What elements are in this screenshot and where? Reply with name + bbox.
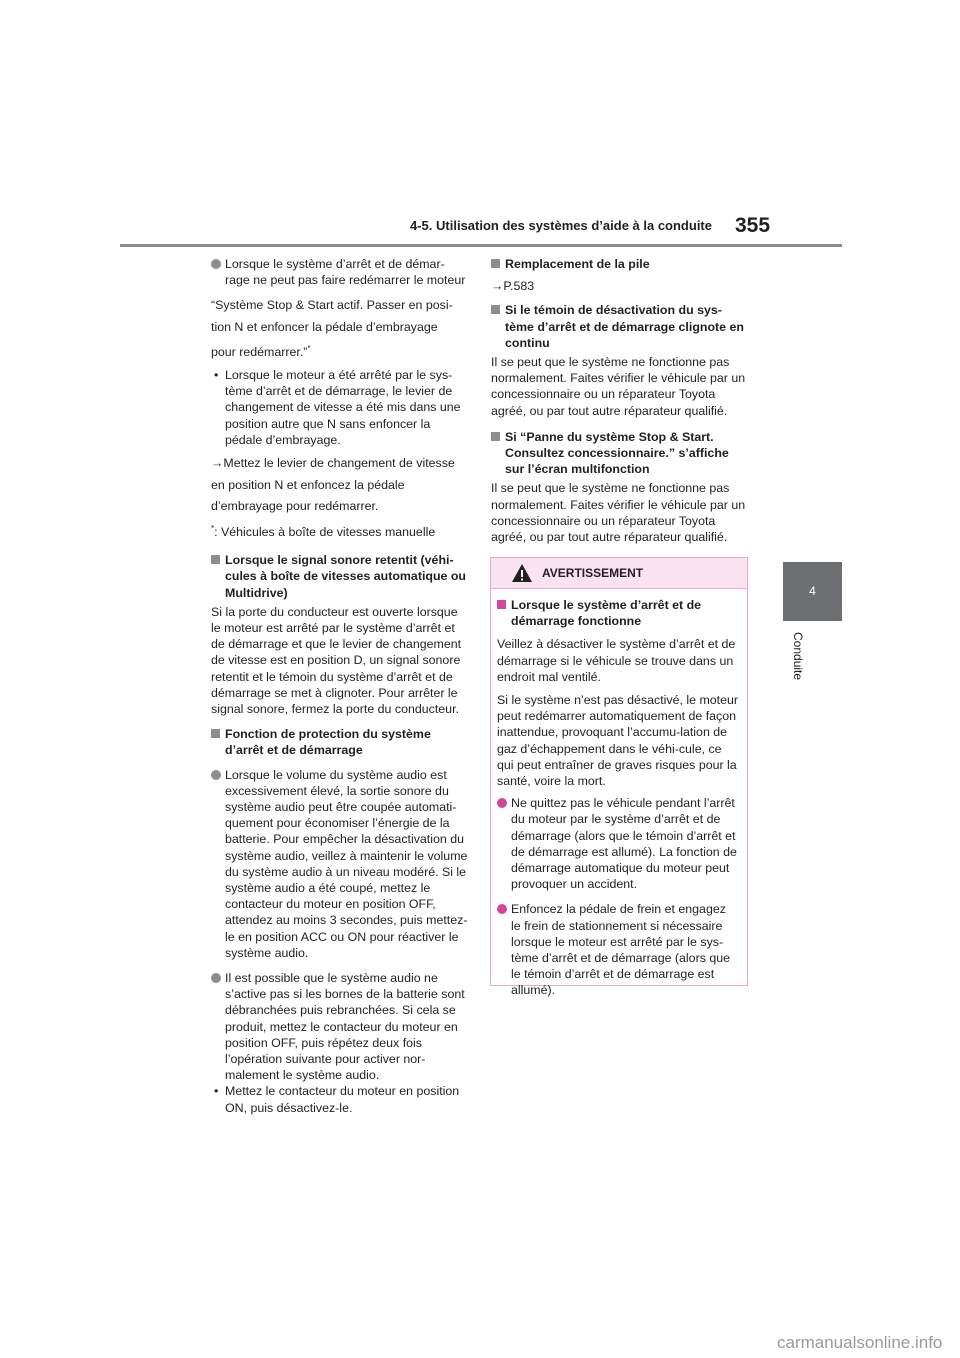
warning-box bbox=[490, 557, 748, 998]
section-heading bbox=[491, 429, 749, 478]
list-item bbox=[211, 1083, 469, 1115]
bullet-item bbox=[211, 970, 469, 1083]
bullet-dot-icon bbox=[211, 770, 221, 780]
left-column bbox=[211, 256, 469, 1122]
heading-text: Lorsque le signal sonore retentit (véhi-cules à boîte de vitesses automatique ou Multidrive) bbox=[225, 553, 467, 600]
square-bullet-icon bbox=[211, 729, 220, 738]
dash-bullet: • bbox=[214, 1084, 219, 1099]
header-divider bbox=[120, 244, 842, 247]
list-item-text: Lorsque le moteur a été arrêté par le sys-tème d’arrêt et de démarrage, le levier de changement de vitesse a été mis dans une position autre que N sans enfoncer la pédale d’embrayage. bbox=[225, 368, 461, 447]
warning-title: AVERTISSEMENT bbox=[542, 566, 644, 580]
warning-body bbox=[491, 589, 747, 999]
section-heading bbox=[491, 256, 749, 272]
heading-text: Fonction de protection du système d’arrêt et de démarrage bbox=[225, 727, 431, 758]
bullet-item bbox=[211, 256, 469, 288]
section-heading bbox=[491, 302, 749, 351]
paragraph: Si la porte du conducteur est ouverte lorsque le moteur est arrêté par le système d’arrêt et de démarrage et que le levier de changement de vitesse est en position D, un signal sonore retentit et le témoin du système d’arrêt et de démarrage se met à clignoter. Pour arrêter le signal sonore, fermez la porte du conducteur. bbox=[211, 604, 462, 716]
bullet-text: Lorsque le volume du système audio est excessivement élevé, la sortie sonore du système audio peut être coupée automati-quement pour économiser l’énergie de la batterie. Pour empêcher la désactivation du système audio, veillez à maintenir le volume du système audio à un niveau modéré. Si le système audio a été coupé, mettez le contacteur du moteur en position OFF, attendez au moins 3 secondes, puis mettez-le en position ACC ou ON pour réactiver le système audio. bbox=[225, 767, 468, 960]
paragraph: Il se peut que le système ne fonctionne pas normalement. Faites vérifier le véhicule par un concessionnaire ou un réparateur Toyota agréé, ou par tout autre réparateur qualifié. bbox=[491, 355, 746, 418]
bullet-item bbox=[497, 795, 739, 892]
paragraph: →Mettez le levier de changement de vitesse bbox=[211, 456, 455, 471]
paragraph: “Système Stop & Start actif. Passer en posi- bbox=[211, 298, 453, 313]
warning-triangle-icon bbox=[511, 563, 533, 583]
warning-header bbox=[491, 558, 747, 589]
bullet-dot-icon bbox=[497, 904, 507, 914]
square-bullet-icon bbox=[491, 305, 500, 314]
chapter-tab: 4 bbox=[783, 562, 842, 621]
square-bullet-icon bbox=[497, 600, 506, 609]
right-column bbox=[491, 256, 749, 554]
section-heading bbox=[211, 726, 469, 758]
paragraph: en position N et enfoncez la pédale bbox=[211, 477, 405, 492]
page-reference: →P.583 bbox=[491, 279, 535, 294]
heading-text: Remplacement de la pile bbox=[505, 257, 650, 271]
section-title: 4-5. Utilisation des systèmes d’aide à la conduite bbox=[410, 218, 712, 233]
paragraph bbox=[211, 339, 469, 363]
heading-text: Lorsque le système d’arrêt et de démarrage fonctionne bbox=[511, 598, 702, 629]
section-heading bbox=[211, 552, 469, 601]
chapter-label: Conduite bbox=[791, 632, 805, 681]
bullet-dot-icon bbox=[211, 973, 221, 983]
heading-text: Si le témoin de désactivation du sys-tème d’arrêt et de démarrage clignote en continu bbox=[505, 303, 744, 350]
footnote-marker: * bbox=[307, 344, 311, 354]
bullet-text: Enfoncez la pédale de frein et engagez le frein de stationnement si nécessaire lorsque le moteur est arrêté par le sys-tème d’arrêt et de démarrage (alors que le témoin d’arrêt et de démarrage est allumé). bbox=[511, 902, 731, 998]
bullet-item bbox=[211, 767, 469, 961]
bullet-dot-icon bbox=[211, 259, 221, 269]
paragraph: Veillez à désactiver le système d’arrêt et de démarrage si le véhicule se trouve dans un endroit mal ventilé. bbox=[497, 637, 736, 684]
bullet-text: Ne quittez pas le véhicule pendant l’arrêt du moteur par le système d’arrêt et de démarrage (alors que le témoin d’arrêt et de démarrage est allumé). La fonction de démarrage automatique du moteur peut provoquer un accident. bbox=[511, 796, 737, 892]
dash-bullet: • bbox=[214, 368, 219, 383]
bullet-text: Lorsque le système d’arrêt et de démar-rage ne peut pas faire redémarrer le moteur bbox=[225, 257, 466, 288]
heading-text: Si “Panne du système Stop & Start. Consultez concessionnaire.” s’affiche sur l’écran multifonction bbox=[505, 429, 729, 477]
footnote bbox=[211, 519, 469, 543]
paragraph: d’embrayage pour redémarrer. bbox=[211, 499, 379, 514]
paragraph: tion N et enfoncer la pédale d’embrayage bbox=[211, 319, 438, 334]
footnote-text: : Véhicules à boîte de vitesses manuelle bbox=[214, 524, 436, 539]
paragraph-text: pour redémarrer.” bbox=[211, 345, 308, 360]
list-item-text: Mettez le contacteur du moteur en position ON, puis désactivez-le. bbox=[225, 1084, 460, 1115]
bullet-item bbox=[497, 901, 739, 998]
list-item bbox=[211, 367, 469, 448]
footnote-marker: * bbox=[211, 523, 215, 533]
paragraph: Si le système n’est pas désactivé, le moteur peut redémarrer automatiquement de façon inattendue, provoquant l’accumu-lation de gaz d’échappement dans le véhi-cule, ce qui peut entraîner de graves risques pour la santé, voire la mort. bbox=[497, 693, 739, 789]
watermark: carmanualsonline.info bbox=[777, 1333, 943, 1352]
bullet-text: Il est possible que le système audio ne s’active pas si les bornes de la batterie sont débranchées puis rebranchées. Si cela se produit, mettez le contacteur du moteur en position OFF, puis répétez deux fois l’opération suivante pour activer nor-malement le système audio. bbox=[225, 971, 465, 1083]
warning-heading bbox=[497, 597, 739, 629]
square-bullet-icon bbox=[491, 432, 500, 441]
paragraph: Il se peut que le système ne fonctionne pas normalement. Faites vérifier le véhicule par un concessionnaire ou un réparateur Toyota agréé, ou par tout autre réparateur qualifié. bbox=[491, 481, 746, 545]
square-bullet-icon bbox=[211, 555, 220, 564]
page-number: 355 bbox=[735, 214, 771, 237]
square-bullet-icon bbox=[491, 259, 500, 268]
bullet-dot-icon bbox=[497, 798, 507, 808]
